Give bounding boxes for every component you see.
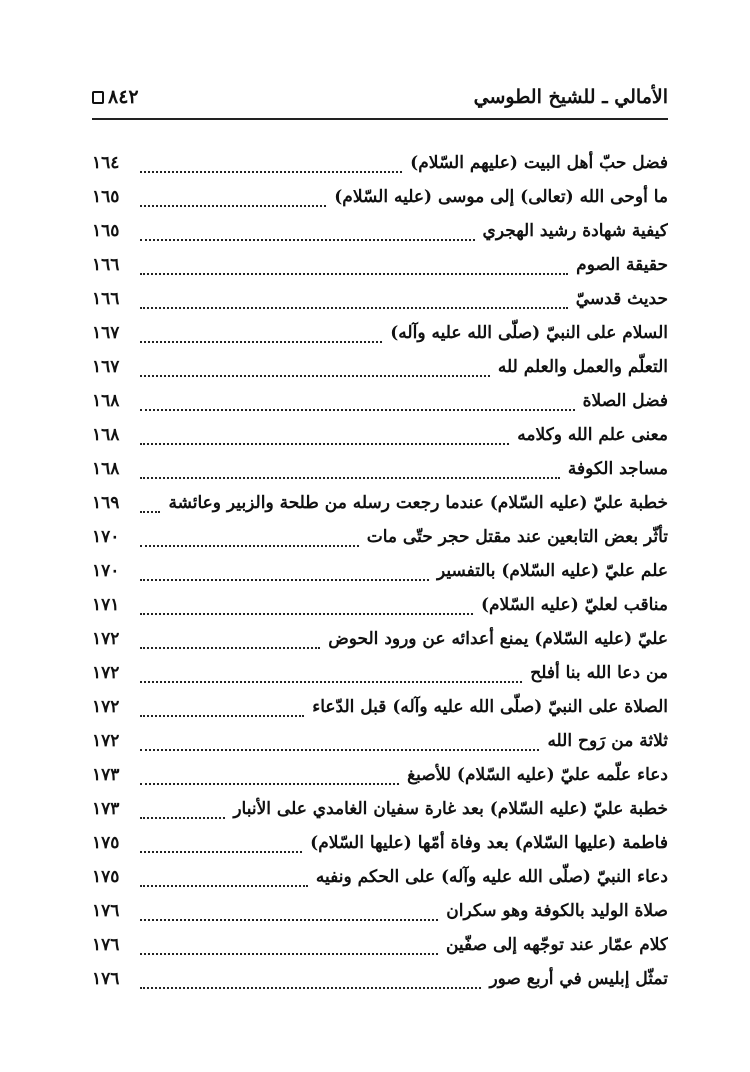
- toc-entry-title: فضل حبّ أهل البيت (عليهم السّلام): [410, 153, 668, 173]
- toc-entry: [92, 350, 668, 384]
- page-header: [92, 80, 668, 114]
- toc-entry-title: فاطمة (عليها السّلام) بعد وفاة أمّها (عليها السّلام): [310, 833, 668, 853]
- toc-entry-page: ١٧٢: [92, 697, 120, 717]
- toc-entry-title: حديث قدسيّ: [575, 289, 668, 309]
- toc-entry-title: معنى علم الله وكلامه: [517, 425, 668, 445]
- toc-entry-title: علم عليّ (عليه السّلام) بالتفسير: [436, 561, 668, 581]
- toc-entry: [92, 758, 668, 792]
- toc-entry-page: ١٦٨: [92, 459, 120, 479]
- toc-entry-page: ١٧٦: [92, 969, 120, 989]
- page-number: ٨٤٢: [108, 86, 139, 108]
- dot-leader: [140, 979, 481, 989]
- toc-entry: [92, 520, 668, 554]
- dot-leader: [140, 435, 509, 445]
- toc-entry: [92, 282, 668, 316]
- toc-entry-page: ١٧٣: [92, 799, 120, 819]
- toc-entry-page: ١٧٦: [92, 935, 120, 955]
- toc-entry: [92, 860, 668, 894]
- dot-leader: [140, 911, 438, 921]
- toc-entry-title: من دعا الله بنا أفلح: [530, 663, 668, 683]
- toc-entry-page: ١٦٩: [92, 493, 120, 513]
- dot-leader: [140, 401, 575, 411]
- toc-entry-title: ثلاثة من رَوح الله: [547, 731, 668, 751]
- dot-leader: [140, 163, 402, 173]
- toc-entry: [92, 384, 668, 418]
- toc-entry: [92, 792, 668, 826]
- toc-entry-title: عليّ (عليه السّلام) يمنع أعدائه عن ورود الحوض: [328, 629, 668, 649]
- dot-leader: [140, 605, 473, 615]
- toc-entry: [92, 724, 668, 758]
- toc-entry-title: خطبة عليّ (عليه السّلام) عندما رجعت رسله من طلحة والزبير وعائشة: [168, 493, 668, 513]
- dot-leader: [140, 265, 568, 275]
- toc-entry: [92, 146, 668, 180]
- toc-entry: [92, 418, 668, 452]
- page-number-marker: [92, 86, 139, 108]
- square-icon: [92, 91, 104, 104]
- toc-entry-title: السلام على النبيّ (صلّى الله عليه وآله): [390, 323, 668, 343]
- toc-entry-page: ١٧٥: [92, 833, 120, 853]
- toc-entry: [92, 588, 668, 622]
- dot-leader: [140, 537, 359, 547]
- header-rule: [92, 118, 668, 120]
- toc-entry: [92, 962, 668, 996]
- toc-entry-title: تأثّر بعض التابعين عند مقتل حجر حتّى مات: [366, 527, 668, 547]
- toc-entry-title: خطبة عليّ (عليه السّلام) بعد غارة سفيان الغامدي على الأنبار: [233, 799, 668, 819]
- toc-entry-page: ١٦٤: [92, 153, 120, 173]
- toc-entry-title: ما أوحى الله (تعالى) إلى موسى (عليه السّلام): [334, 187, 668, 207]
- table-of-contents: [92, 146, 668, 996]
- toc-entry-page: ١٧٦: [92, 901, 120, 921]
- dot-leader: [140, 707, 304, 717]
- running-title: الأمالي ـ للشيخ الطوسي: [473, 86, 668, 108]
- toc-entry: [92, 656, 668, 690]
- dot-leader: [140, 299, 568, 309]
- toc-entry: [92, 826, 668, 860]
- toc-entry-title: فضل الصلاة: [582, 391, 668, 411]
- toc-entry-title: تمثّل إبليس في أربع صور: [489, 969, 668, 989]
- toc-entry-page: ١٧٠: [92, 561, 120, 581]
- toc-entry-title: دعاء علّمه عليّ (عليه السّلام) للأصبغ: [407, 765, 668, 785]
- dot-leader: [140, 877, 308, 887]
- toc-entry-page: ١٦٨: [92, 425, 120, 445]
- toc-entry: [92, 486, 668, 520]
- toc-entry: [92, 622, 668, 656]
- toc-entry: [92, 248, 668, 282]
- toc-entry: [92, 452, 668, 486]
- dot-leader: [140, 775, 399, 785]
- toc-entry-page: ١٧٢: [92, 731, 120, 751]
- toc-entry-page: ١٧١: [92, 595, 120, 615]
- dot-leader: [140, 197, 326, 207]
- dot-leader: [140, 333, 382, 343]
- toc-entry-page: ١٧٠: [92, 527, 120, 547]
- toc-entry-page: ١٧٢: [92, 629, 120, 649]
- toc-entry-title: كلام عمّار عند توجّهه إلى صفّين: [445, 935, 668, 955]
- toc-entry-title: الصلاة على النبيّ (صلّى الله عليه وآله) قبل الدّعاء: [312, 697, 668, 717]
- dot-leader: [140, 469, 560, 479]
- toc-entry: [92, 928, 668, 962]
- toc-entry-title: كيفية شهادة رشيد الهجري: [482, 221, 668, 241]
- toc-entry-title: دعاء النبيّ (صلّى الله عليه وآله) على الحكم ونفيه: [315, 867, 668, 887]
- dot-leader: [140, 639, 320, 649]
- toc-entry-title: مساجد الكوفة: [567, 459, 668, 479]
- dot-leader: [140, 945, 438, 955]
- toc-entry-page: ١٦٦: [92, 289, 120, 309]
- toc-entry-page: ١٦٨: [92, 391, 120, 411]
- dot-leader: [140, 673, 522, 683]
- toc-entry-title: مناقب لعليّ (عليه السّلام): [480, 595, 668, 615]
- toc-entry-title: صلاة الوليد بالكوفة وهو سكران: [446, 901, 668, 921]
- dot-leader: [140, 571, 429, 581]
- dot-leader: [140, 843, 302, 853]
- toc-entry-page: ١٦٦: [92, 255, 120, 275]
- toc-entry: [92, 214, 668, 248]
- dot-leader: [140, 367, 490, 377]
- toc-entry-title: التعلّم والعمل والعلم لله: [497, 357, 668, 377]
- toc-entry-page: ١٦٧: [92, 357, 120, 377]
- toc-entry: [92, 554, 668, 588]
- toc-entry-page: ١٧٣: [92, 765, 120, 785]
- dot-leader: [140, 741, 539, 751]
- toc-entry-title: حقيقة الصوم: [576, 255, 668, 275]
- toc-entry-page: ١٧٢: [92, 663, 120, 683]
- dot-leader: [140, 809, 225, 819]
- dot-leader: [140, 503, 160, 513]
- toc-entry: [92, 690, 668, 724]
- toc-entry-page: ١٧٥: [92, 867, 120, 887]
- toc-entry: [92, 316, 668, 350]
- toc-entry: [92, 894, 668, 928]
- toc-entry-page: ١٦٥: [92, 221, 120, 241]
- toc-entry: [92, 180, 668, 214]
- dot-leader: [140, 231, 475, 241]
- toc-entry-page: ١٦٧: [92, 323, 120, 343]
- toc-entry-page: ١٦٥: [92, 187, 120, 207]
